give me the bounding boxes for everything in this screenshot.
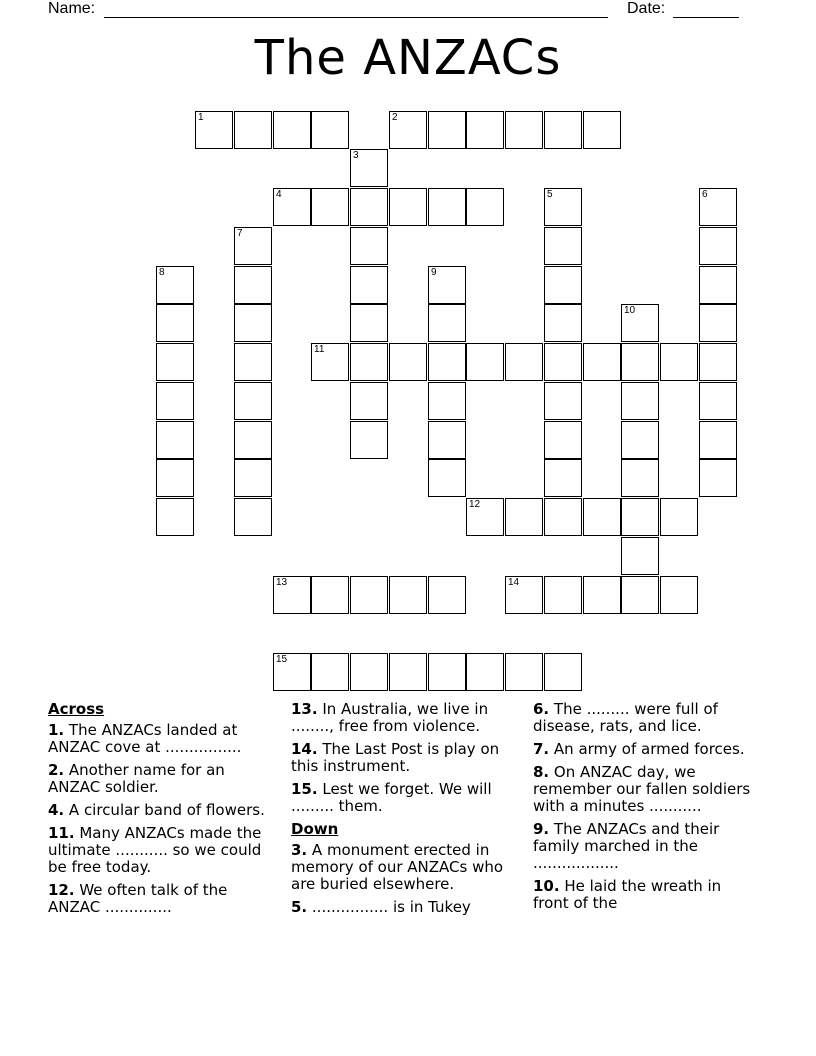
grid-cell[interactable] (234, 111, 272, 149)
grid-cell[interactable] (350, 421, 388, 459)
grid-cell[interactable] (234, 459, 272, 497)
grid-cell[interactable] (234, 343, 272, 381)
grid-cell[interactable] (311, 576, 349, 614)
clue-number: 6 (702, 189, 708, 200)
clue-item-number: 14. (291, 740, 318, 758)
clue-number: 13 (276, 577, 288, 588)
grid-cell[interactable] (505, 576, 543, 614)
grid-cell[interactable] (505, 343, 543, 381)
clue-item-number: 6. (533, 700, 550, 718)
clue-number: 3 (353, 150, 359, 161)
grid-cell[interactable] (156, 343, 194, 381)
clue-item-text: We often talk of the ANZAC .............. (48, 881, 228, 916)
grid-cell[interactable] (466, 653, 504, 691)
grid-cell[interactable] (428, 304, 466, 342)
clue-item (291, 899, 515, 916)
grid-cell[interactable] (273, 653, 311, 691)
grid-cell[interactable] (466, 498, 504, 536)
grid-cell[interactable] (621, 576, 659, 614)
grid-cell[interactable] (156, 304, 194, 342)
grid-cell[interactable] (505, 111, 543, 149)
down-heading: Down (291, 820, 339, 838)
grid-cell[interactable] (621, 343, 659, 381)
clue-number: 9 (431, 267, 437, 278)
clue-item-number: 9. (533, 820, 550, 838)
grid-cell[interactable] (311, 343, 349, 381)
clue-item (533, 764, 757, 815)
grid-cell[interactable] (699, 343, 737, 381)
grid-cell[interactable] (195, 111, 233, 149)
grid-cell[interactable] (544, 382, 582, 420)
grid-cell[interactable] (234, 421, 272, 459)
grid-cell[interactable] (311, 188, 349, 226)
clue-item-text: The ANZACs landed at ANZAC cove at ................ (48, 721, 242, 756)
grid-cell[interactable] (544, 653, 582, 691)
clue-item-text: Lest we forget. We will ......... them. (291, 780, 492, 815)
grid-cell[interactable] (544, 188, 582, 226)
grid-cell[interactable] (311, 653, 349, 691)
clue-number: 2 (392, 112, 398, 123)
clue-item (48, 722, 270, 756)
grid-cell[interactable] (466, 343, 504, 381)
clue-item-number: 12. (48, 881, 75, 899)
clue-item-number: 2. (48, 761, 65, 779)
grid-cell[interactable] (234, 382, 272, 420)
date-label: Date: (627, 0, 666, 17)
clue-number: 8 (159, 267, 165, 278)
grid-cell[interactable] (583, 111, 621, 149)
grid-cell[interactable] (583, 498, 621, 536)
clue-number: 1 (198, 112, 204, 123)
grid-cell[interactable] (350, 343, 388, 381)
grid-cell[interactable] (621, 421, 659, 459)
grid-cell[interactable] (273, 188, 311, 226)
grid-cell[interactable] (234, 498, 272, 536)
clue-item (533, 821, 757, 872)
down-clue-list-continued (533, 701, 757, 912)
grid-cell[interactable] (699, 304, 737, 342)
clues-column-2 (291, 701, 515, 922)
grid-cell[interactable] (583, 576, 621, 614)
grid-cell[interactable] (428, 343, 466, 381)
clue-item (291, 781, 515, 815)
clue-number: 12 (469, 499, 481, 510)
grid-cell[interactable] (156, 266, 194, 304)
clues-column-3 (533, 701, 757, 918)
grid-cell[interactable] (234, 304, 272, 342)
grid-cell[interactable] (544, 459, 582, 497)
across-clue-list-continued (291, 701, 515, 815)
clues-column-1 (48, 701, 270, 922)
grid-cell[interactable] (544, 111, 582, 149)
clue-item (48, 825, 270, 876)
grid-cell[interactable] (350, 188, 388, 226)
grid-cell[interactable] (156, 498, 194, 536)
clue-number: 14 (508, 577, 520, 588)
clue-item-text: The ......... were full of disease, rats, and lice. (533, 700, 718, 735)
clue-item (533, 741, 757, 758)
grid-cell[interactable] (428, 266, 466, 304)
clue-item-text: The ANZACs and their family marched in the .................. (533, 820, 720, 872)
clue-item-text: Many ANZACs made the ultimate ........... so we could be free today. (48, 824, 262, 876)
grid-cell[interactable] (505, 498, 543, 536)
grid-cell[interactable] (389, 653, 427, 691)
grid-cell[interactable] (699, 421, 737, 459)
grid-cell[interactable] (621, 382, 659, 420)
grid-cell[interactable] (273, 111, 311, 149)
grid-cell[interactable] (156, 421, 194, 459)
grid-cell[interactable] (350, 227, 388, 265)
grid-cell[interactable] (234, 227, 272, 265)
clue-number: 7 (237, 228, 243, 239)
clue-item-number: 15. (291, 780, 318, 798)
grid-cell[interactable] (428, 111, 466, 149)
grid-cell[interactable] (466, 188, 504, 226)
grid-cell[interactable] (660, 498, 698, 536)
grid-cell[interactable] (428, 188, 466, 226)
grid-cell[interactable] (234, 266, 272, 304)
clue-item-number: 11. (48, 824, 75, 842)
clue-item (291, 741, 515, 775)
clue-item-number: 3. (291, 841, 308, 859)
grid-cell[interactable] (389, 576, 427, 614)
grid-cell[interactable] (660, 576, 698, 614)
clue-number: 10 (624, 305, 636, 316)
grid-cell[interactable] (544, 266, 582, 304)
down-clue-list (291, 842, 515, 916)
grid-cell[interactable] (389, 343, 427, 381)
grid-cell[interactable] (350, 149, 388, 187)
grid-cell[interactable] (156, 459, 194, 497)
grid-cell[interactable] (699, 266, 737, 304)
grid-cell[interactable] (156, 382, 194, 420)
grid-cell[interactable] (350, 576, 388, 614)
grid-cell[interactable] (428, 421, 466, 459)
clue-item (533, 701, 757, 735)
grid-cell[interactable] (311, 111, 349, 149)
clue-item-number: 7. (533, 740, 550, 758)
clue-item (48, 802, 270, 819)
clue-item-number: 1. (48, 721, 65, 739)
grid-cell[interactable] (583, 343, 621, 381)
clue-item-text: In Australia, we live in ........, free from violence. (291, 700, 489, 735)
clue-item-text: On ANZAC day, we remember our fallen soldiers with a minutes ........... (533, 763, 751, 815)
clue-item-number: 13. (291, 700, 318, 718)
clue-item-number: 10. (533, 877, 560, 895)
grid-cell[interactable] (389, 111, 427, 149)
grid-cell[interactable] (350, 382, 388, 420)
clue-item-number: 8. (533, 763, 550, 781)
grid-cell[interactable] (621, 537, 659, 575)
clue-item (48, 762, 270, 796)
clue-item (533, 878, 757, 912)
grid-cell[interactable] (621, 304, 659, 342)
clue-item-text: An army of armed forces. (549, 740, 745, 758)
grid-cell[interactable] (428, 576, 466, 614)
grid-cell[interactable] (544, 421, 582, 459)
clue-item-text: ................ is in Tukey (307, 898, 471, 916)
grid-cell[interactable] (621, 459, 659, 497)
grid-cell[interactable] (389, 188, 427, 226)
clue-item-text: The Last Post is play on this instrument. (291, 740, 500, 775)
grid-cell[interactable] (273, 576, 311, 614)
grid-cell[interactable] (350, 653, 388, 691)
grid-cell[interactable] (350, 304, 388, 342)
grid-cell[interactable] (621, 498, 659, 536)
grid-cell[interactable] (699, 188, 737, 226)
clue-item-text: He laid the wreath in front of the (533, 877, 722, 912)
clue-number: 15 (276, 654, 288, 665)
grid-cell[interactable] (350, 266, 388, 304)
clue-item-text: A circular band of flowers. (64, 801, 265, 819)
clue-item-text: Another name for an ANZAC soldier. (48, 761, 225, 796)
clue-item (291, 842, 515, 893)
grid-cell[interactable] (544, 343, 582, 381)
clue-item-text: A monument erected in memory of our ANZACs who are buried elsewhere. (291, 841, 504, 893)
grid-cell[interactable] (544, 498, 582, 536)
grid-cell[interactable] (428, 653, 466, 691)
grid-cell[interactable] (544, 227, 582, 265)
page-title: The ANZACs (254, 30, 562, 86)
clue-item (48, 882, 270, 916)
grid-cell[interactable] (699, 459, 737, 497)
clue-item-number: 5. (291, 898, 308, 916)
clue-item-number: 4. (48, 801, 65, 819)
clue-number: 5 (547, 189, 553, 200)
across-heading: Across (48, 700, 105, 718)
grid-cell[interactable] (699, 227, 737, 265)
clue-number: 11 (314, 344, 325, 355)
grid-cell[interactable] (466, 111, 504, 149)
grid-cell[interactable] (428, 382, 466, 420)
grid-cell[interactable] (544, 304, 582, 342)
clue-item (291, 701, 515, 735)
clue-number: 4 (276, 189, 282, 200)
across-clue-list (48, 722, 270, 916)
grid-cell[interactable] (660, 343, 698, 381)
grid-cell[interactable] (428, 459, 466, 497)
grid-cell[interactable] (505, 653, 543, 691)
name-label: Name: (48, 0, 96, 17)
grid-cell[interactable] (699, 382, 737, 420)
grid-cell[interactable] (544, 576, 582, 614)
